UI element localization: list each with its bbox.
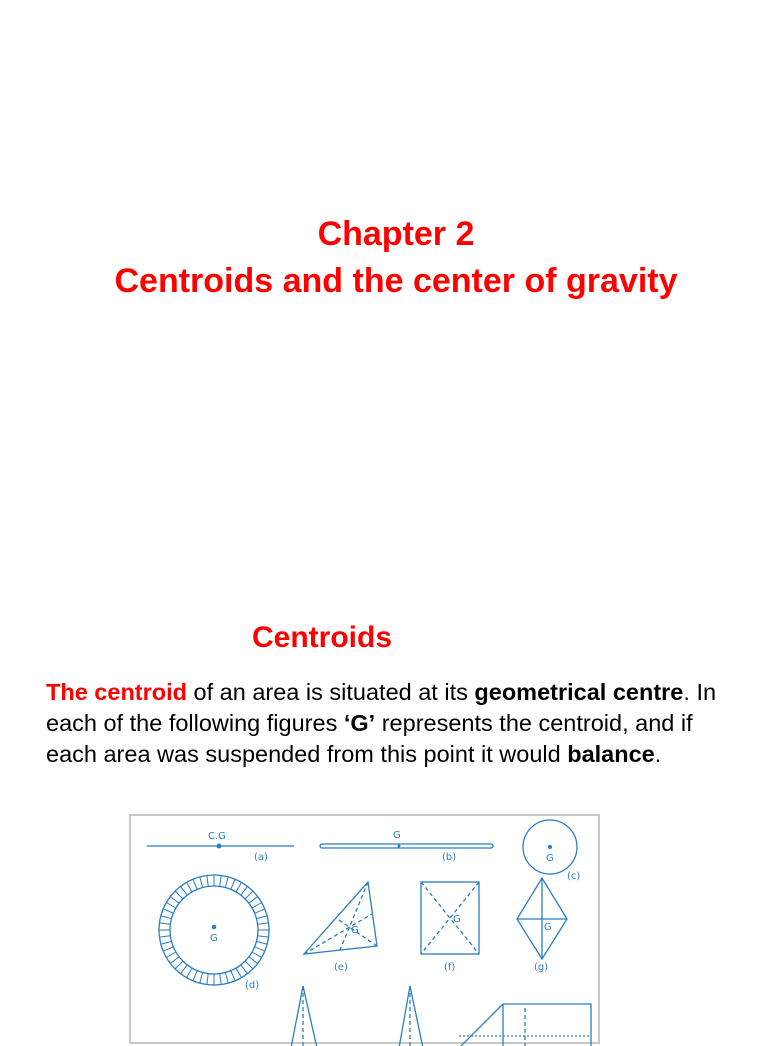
text-run: . In each of the following figures bbox=[46, 679, 717, 736]
figure-f-rectangle bbox=[421, 882, 479, 954]
figure-d-ring bbox=[159, 875, 269, 985]
text-run: . bbox=[654, 741, 662, 767]
term-g: ‘G’ bbox=[343, 710, 376, 736]
centroid-figures-drawing bbox=[131, 816, 602, 1046]
label-e: (e) bbox=[334, 962, 348, 973]
label-c: (c) bbox=[567, 871, 581, 882]
label-g: (g) bbox=[534, 962, 549, 973]
figure-b-rod bbox=[320, 844, 493, 848]
centroid-figures bbox=[129, 814, 600, 1044]
term-centroid: The centroid bbox=[46, 679, 188, 705]
label-a: (a) bbox=[254, 852, 268, 863]
text-run: represents the centroid, and if each area was suspended from this point it would bbox=[46, 710, 693, 767]
figure-a-line bbox=[147, 844, 294, 848]
g-label-f: G bbox=[453, 914, 461, 925]
g-label-e: G bbox=[351, 925, 359, 936]
figure-e-triangle bbox=[304, 882, 377, 954]
section-heading: Centroids bbox=[252, 621, 393, 654]
g-label-c: G bbox=[546, 853, 554, 864]
figure-c-circle bbox=[523, 820, 577, 874]
g-label-g: G bbox=[544, 922, 552, 933]
term-geometrical-centre: geometrical centre bbox=[474, 679, 684, 705]
text-run: of an area is situated at its bbox=[187, 679, 475, 705]
g-label-b: G bbox=[393, 830, 401, 841]
label-b: (b) bbox=[442, 852, 457, 863]
g-label-d: G bbox=[210, 933, 218, 944]
figure-prism bbox=[459, 1004, 591, 1046]
label-f: (f) bbox=[444, 962, 456, 973]
chapter-subtitle: Centroids and the center of gravity bbox=[114, 262, 678, 300]
intro-paragraph bbox=[46, 677, 746, 770]
figure-g-rhombus bbox=[517, 878, 567, 959]
figure-cone-1 bbox=[291, 986, 317, 1046]
cg-label: C.G bbox=[208, 831, 226, 842]
label-d: (d) bbox=[245, 980, 260, 991]
figure-cone-2 bbox=[399, 986, 423, 1046]
chapter-title: Chapter 2 bbox=[317, 215, 475, 253]
term-balance: balance bbox=[567, 741, 655, 767]
